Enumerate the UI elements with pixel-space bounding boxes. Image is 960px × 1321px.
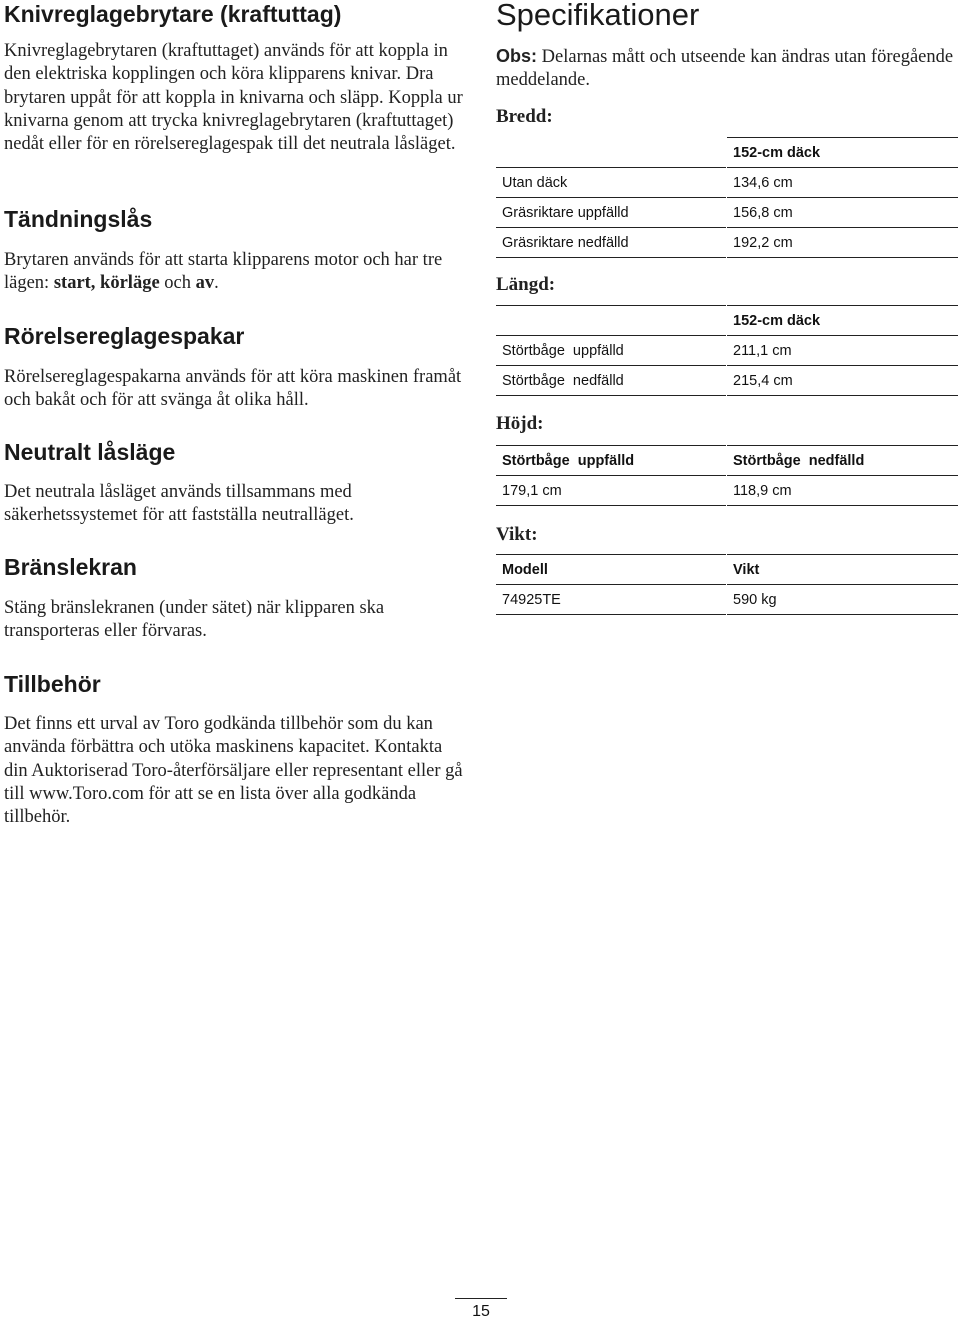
table-cell: Störtbåge uppfälld: [496, 336, 726, 366]
table-header-cell: 152-cm däck: [727, 306, 958, 336]
height-label: Höjd:: [496, 413, 544, 434]
table-cell: 118,9 cm: [727, 476, 958, 506]
table-cell: 590 kg: [727, 585, 958, 615]
table-cell: 134,6 cm: [727, 168, 958, 198]
section-body-knivreglagebrytare: Knivreglagebrytaren (kraftuttaget) används för att koppla in den elektriska kopplingen och köra klipparens knivar. Dra brytaren uppåt för att koppla in knivarna och släpp. Koppla ur knivarna genom att trycka knivreglagebrytaren (kraftuttaget) nedåt eller för en rörelsereglagespak till det neutrala låsläget.: [4, 41, 463, 155]
table-cell: Gräsriktare nedfälld: [496, 228, 726, 258]
table-cell: 156,8 cm: [727, 198, 958, 228]
table-row: [496, 336, 958, 366]
table-header-cell: 152-cm däck: [727, 138, 958, 168]
weight-table: [496, 554, 958, 615]
section-body-rorelsereglagespakar: Rörelsereglagespakarna används för att köra maskinen framåt och bakåt och för att svänga åt olika håll.: [4, 367, 462, 411]
table-cell: 179,1 cm: [496, 476, 726, 506]
weight-label: Vikt:: [496, 524, 538, 545]
section-title-branslekran: Bränslekran: [4, 554, 137, 580]
table-cell: 74925TE: [496, 585, 726, 615]
table-header-cell: Störtbåge uppfälld: [496, 446, 726, 476]
table-header-cell: Störtbåge nedfälld: [727, 446, 958, 476]
table-header-row: [496, 306, 958, 336]
specifications-note: Obs: Delarnas mått och utseende kan ändras utan föregående meddelande.: [496, 46, 954, 91]
section-body-tandningslas: Brytaren används för att starta klipparens motor och har tre lägen: start, körläge och av.: [4, 250, 443, 294]
table-row: [496, 198, 958, 228]
table-cell: Gräsriktare uppfälld: [496, 198, 726, 228]
section-body-branslekran: Stäng bränslekranen (under sätet) när klipparen ska transporteras eller förvaras.: [4, 598, 385, 642]
section-title-rorelsereglagespakar: Rörelsereglagespakar: [4, 323, 245, 349]
note-label: Obs:: [496, 46, 538, 66]
specifications-title: Specifikationer: [496, 0, 700, 32]
section-title-tandningslas: Tändningslås: [4, 206, 153, 232]
page-number: 15: [455, 1298, 507, 1321]
length-table: [496, 305, 958, 396]
table-row: [496, 168, 958, 198]
table-row: [496, 228, 958, 258]
table-header-row: [496, 138, 958, 168]
section-body-neutralt-laslage: Det neutrala låsläget används tillsammans med säkerhetssystemet för att fastställa neutralläget.: [4, 482, 354, 526]
table-row: [496, 585, 958, 615]
section-title-knivreglagebrytare: Knivreglagebrytare (kraftuttag): [4, 1, 342, 27]
table-cell: Störtbåge nedfälld: [496, 366, 726, 396]
table-header-row: [496, 555, 958, 585]
table-header-cell: Vikt: [727, 555, 958, 585]
table-cell: 192,2 cm: [727, 228, 958, 258]
length-label: Längd:: [496, 274, 556, 295]
table-header-cell: Modell: [496, 555, 726, 585]
section-title-neutralt-laslage: Neutralt låsläge: [4, 439, 176, 465]
table-row: [496, 366, 958, 396]
section-title-tillbehor: Tillbehör: [4, 671, 101, 697]
section-body-tillbehor: Det finns ett urval av Toro godkända tillbehör som du kan använda förbättra och utöka maskinens kapacitet. Kontakta din Auktoriserad Toro-återförsäljare eller representant eller gå till www.Toro.com för att se en lista över alla godkända tillbehör.: [4, 714, 463, 828]
table-header-row: [496, 446, 958, 476]
table-cell: Utan däck: [496, 168, 726, 198]
table-cell: 211,1 cm: [727, 336, 958, 366]
width-label: Bredd:: [496, 106, 553, 127]
table-row: [496, 476, 958, 506]
table-cell: 215,4 cm: [727, 366, 958, 396]
height-table: [496, 445, 958, 506]
width-table: [496, 137, 958, 258]
